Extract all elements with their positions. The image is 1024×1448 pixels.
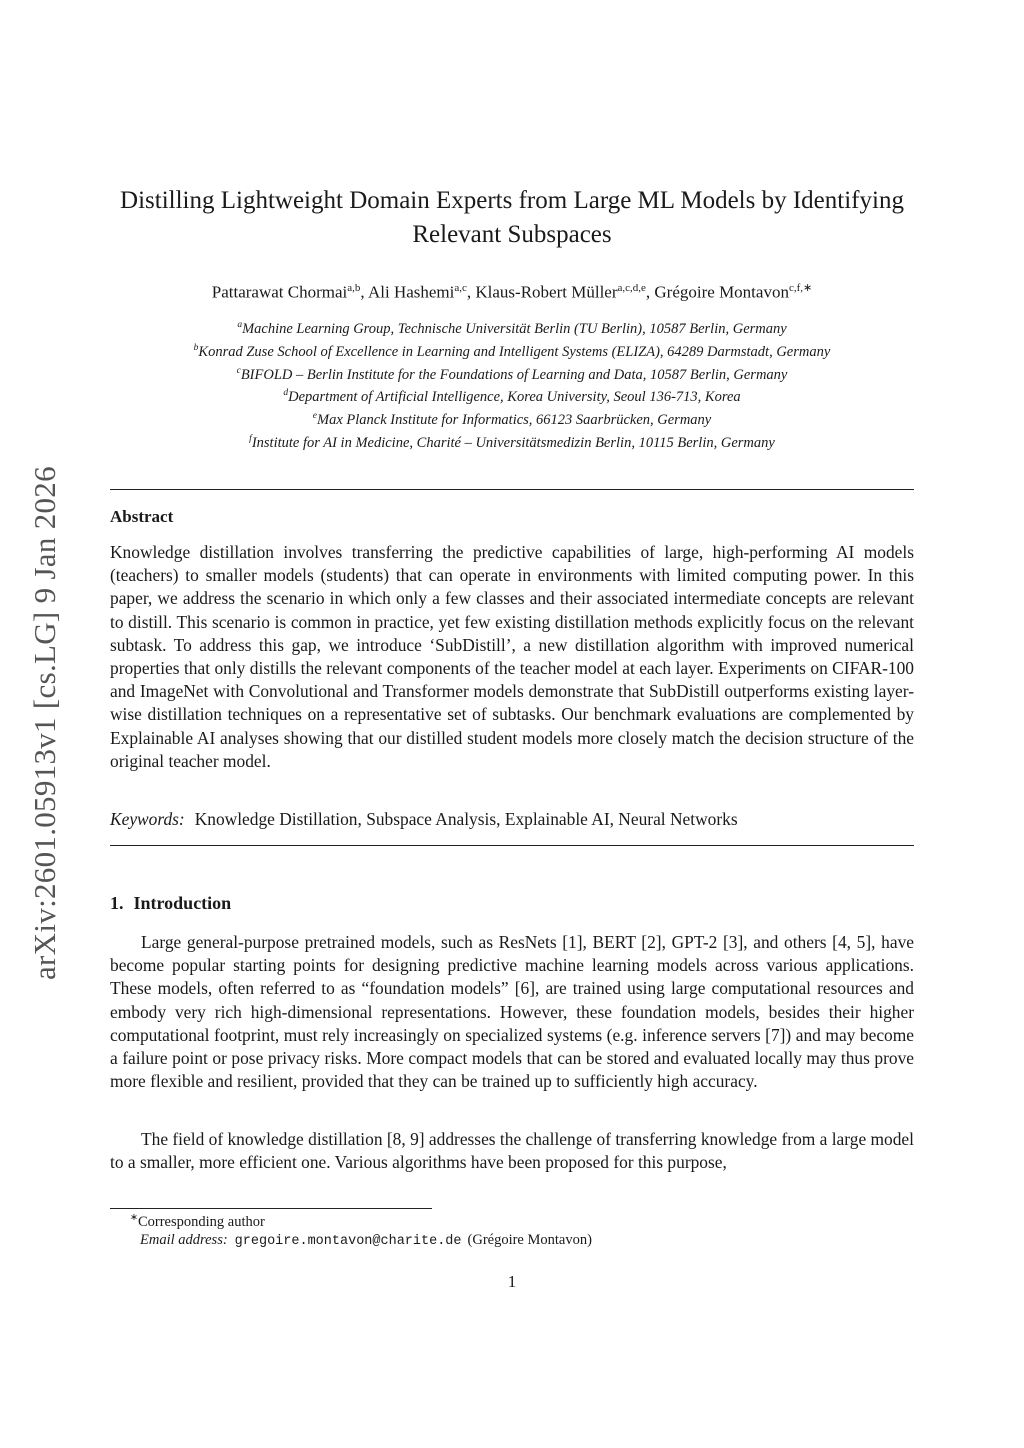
section-title: Introduction bbox=[133, 893, 232, 913]
affiliation: $^c$BIFOLD – Berlin Institute for the Foundations of Learning and Data, 10587 Berlin, Germany bbox=[236, 365, 788, 383]
author-affil-mark: a,b bbox=[347, 282, 361, 294]
author-list: Pattarawat Chormai$^{a,b}$, Ali Hashemi$^{a,c}$, Klaus-Robert Müller$^{a,c,d,e}$, Grégoire Montavon$^{c,f,∗}$ bbox=[211, 282, 813, 302]
footnote-rule bbox=[110, 1208, 432, 1209]
abstract-top-rule bbox=[110, 489, 914, 490]
affiliation: $^d$Department of Artificial Intelligence, Korea University, Seoul 136-713, Korea bbox=[283, 388, 741, 406]
affiliation: $^e$Max Planck Institute for Informatics, 66123 Saarbrücken, Germany bbox=[312, 411, 712, 429]
author-affil-mark: a,c,d,e bbox=[617, 282, 646, 294]
affiliation: $^f$Institute for AI in Medicine, Charité – Universitätsmedizin Berlin, 10115 Berlin, Germany bbox=[249, 434, 775, 451]
arxiv-stamp: arXiv:2601.05913v1 [cs.LG] 9 Jan 2026 bbox=[27, 466, 62, 980]
section-heading bbox=[110, 893, 231, 914]
footnote-corresponding: ∗Corresponding author bbox=[130, 1213, 265, 1230]
abstract-bottom-rule bbox=[110, 845, 914, 846]
page-number: 1 bbox=[507, 1272, 517, 1291]
author-name: Ali Hashemi bbox=[367, 282, 455, 302]
keywords-label: Keywords: bbox=[110, 809, 185, 829]
paper-title bbox=[110, 184, 914, 252]
author-name: Pattarawat Chormai bbox=[211, 282, 348, 302]
keywords-text: Knowledge Distillation, Subspace Analysis, Explainable AI, Neural Networks bbox=[194, 809, 738, 829]
intro-paragraph-2: The field of knowledge distillation [8, 9] addresses the challenge of transferring knowledge from a large model to a smaller, more efficient one. Various algorithms have been proposed for this purpose, bbox=[110, 1129, 914, 1173]
email-link[interactable]: gregoire.montavon@charite.de bbox=[234, 1234, 462, 1249]
title-line-2: Relevant Subspaces bbox=[412, 221, 612, 248]
abstract-heading: Abstract bbox=[110, 507, 174, 526]
title-line-1: Distilling Lightweight Domain Experts from Large ML Models by Identifying bbox=[120, 187, 904, 214]
keywords bbox=[110, 808, 914, 831]
author-affil-mark: c,f,∗ bbox=[788, 282, 813, 294]
author-name: Grégoire Montavon bbox=[654, 282, 789, 302]
email-name: (Grégoire Montavon) bbox=[467, 1232, 592, 1248]
abstract-text: Knowledge distillation involves transferring the predictive capabilities of large, high-performing AI models (teachers) to smaller models (students) that can operate in environments with limited computing power. In this paper, we address the scenario in which only a few classes and their associated intermediate concepts are relevant to distill. This scenario is common in practice, yet few existing distillation methods explicitly focus on the relevant subtask. To address this gap, we introduce ‘SubDistill’, a new distillation algorithm with improved numerical properties that only distills the relevant components of the teacher model at each layer. Experiments on CIFAR-100 and ImageNet with Convolutional and Transformer models demonstrate that SubDistill outperforms existing layer-wise distillation techniques on a representative set of subtasks. Our benchmark evaluations are complemented by Explainable AI analyses showing that our distilled student models more closely match the decision structure of the original teacher model. bbox=[110, 542, 914, 771]
affiliation: $^a$Machine Learning Group, Technische Universität Berlin (TU Berlin), 10587 Berlin, Germany bbox=[237, 320, 787, 337]
affiliation: $^b$Konrad Zuse School of Excellence in Learning and Intelligent Systems (ELIZA), 64289 Darmstadt, Germany bbox=[193, 342, 831, 360]
author-affil-mark: a,c bbox=[454, 282, 467, 294]
section-number: 1. bbox=[110, 893, 124, 913]
footnote-email bbox=[140, 1232, 592, 1249]
email-label: Email address: bbox=[140, 1232, 228, 1248]
author-name: Klaus-Robert Müller bbox=[475, 282, 618, 302]
affiliation-list bbox=[110, 316, 914, 453]
intro-paragraph-1: Large general-purpose pretrained models, such as ResNets [1], BERT [2], GPT-2 [3], and others [4, 5], have become popular starting points for designing predictive machine learning models across various applications. These models, often referred to as “foundation models” [6], are trained using large computational resources and embody very rich high-dimensional representations. However, these foundation models, besides their higher computational footprint, must rely increasingly on specialized systems (e.g. inference servers [7]) and may become a failure point or pose privacy risks. More compact models that can be stored and evaluated locally may thus prove more flexible and resilient, provided that they can be trained up to sufficiently high accuracy. bbox=[110, 932, 914, 1092]
